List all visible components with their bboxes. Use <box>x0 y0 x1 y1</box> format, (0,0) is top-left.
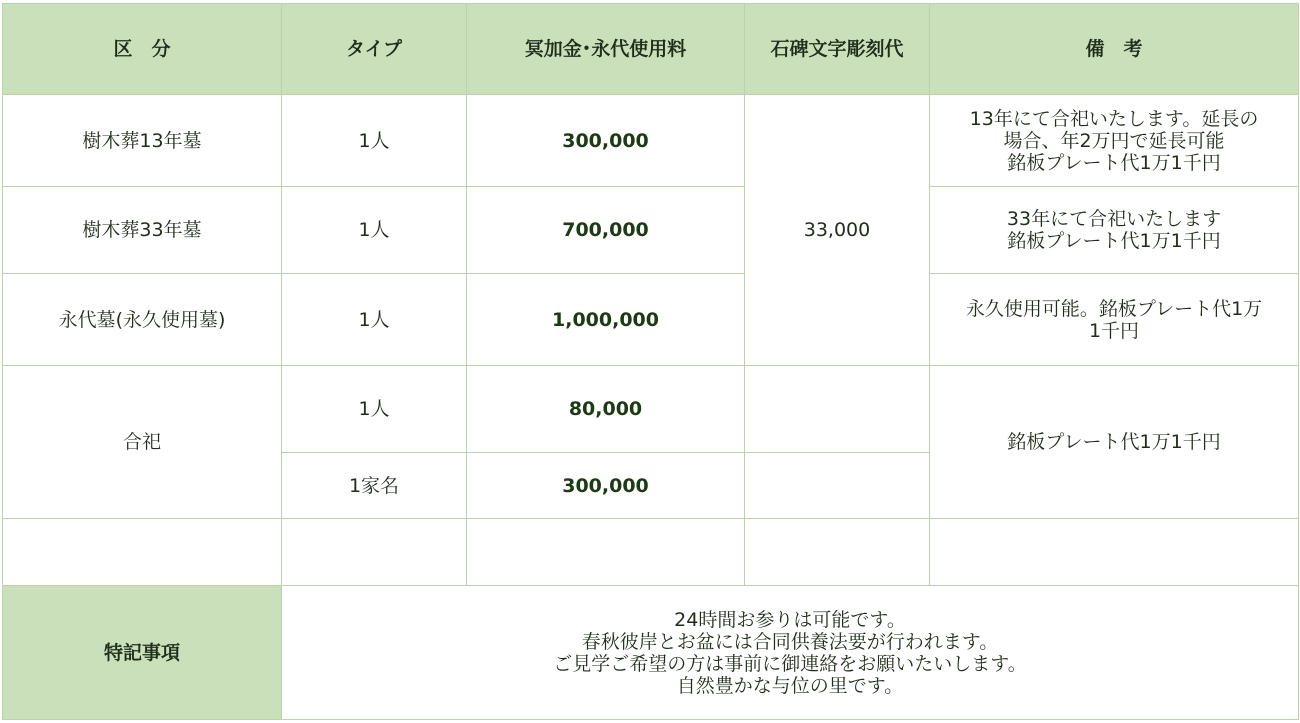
category-cell: 永代墓(永久使用墓) <box>3 274 282 366</box>
header-type: タイプ <box>282 4 467 95</box>
engraving-cell-shared: 33,000 <box>745 95 930 366</box>
header-remarks: 備 考 <box>930 4 1299 95</box>
type-cell: 1人 <box>282 274 467 366</box>
remarks-line: 1千円 <box>1088 319 1140 342</box>
fee-cell: 1,000,000 <box>467 274 745 366</box>
remarks-line: 銘板プレート代1万1千円 <box>1007 230 1221 252</box>
type-cell: 1人 <box>282 187 467 274</box>
table-row <box>3 187 1299 274</box>
empty-cell <box>282 519 467 586</box>
remarks-line: 13年にて合祀いたします。延長の <box>969 107 1259 130</box>
fee-cell: 700,000 <box>467 187 745 274</box>
table-row <box>3 95 1299 187</box>
remarks-cell <box>930 95 1299 187</box>
type-cell: 1家名 <box>282 453 467 519</box>
remarks-cell <box>930 187 1299 274</box>
fee-cell: 300,000 <box>467 95 745 187</box>
type-cell: 1人 <box>282 366 467 453</box>
header-row <box>3 4 1299 95</box>
category-cell: 樹木葬33年墓 <box>3 187 282 274</box>
price-table <box>2 3 1299 720</box>
special-notes <box>282 586 1299 720</box>
remarks-cell-goshi: 銘板プレート代1万1千円 <box>930 366 1299 519</box>
special-line: 春秋彼岸とお盆には合同供養法要が行われます。 <box>581 630 999 653</box>
type-cell: 1人 <box>282 95 467 187</box>
special-line: ご見学ご希望の方は事前に御連絡をお願いたいします。 <box>553 652 1027 675</box>
header-category: 区 分 <box>3 4 282 95</box>
engraving-cell <box>745 366 930 453</box>
table-row <box>3 274 1299 366</box>
special-line: 24時間お参りは可能です。 <box>674 608 906 631</box>
remarks-line: 銘板プレート代1万1千円 <box>1007 151 1221 174</box>
special-line: 自然豊かな与位の里です。 <box>676 674 904 697</box>
fee-cell: 80,000 <box>467 366 745 453</box>
header-engraving: 石碑文字彫刻代 <box>745 4 930 95</box>
remarks-line: 33年にて合祀いたします <box>1006 208 1222 230</box>
engraving-cell <box>745 453 930 519</box>
special-row <box>3 586 1299 720</box>
header-fee: 冥加金･永代使用料 <box>467 4 745 95</box>
empty-cell <box>745 519 930 586</box>
remarks-line: 永久使用可能。銘板プレート代1万 <box>965 297 1263 320</box>
category-cell: 樹木葬13年墓 <box>3 95 282 187</box>
empty-cell <box>3 519 282 586</box>
remarks-line: 場合、年2万円で延長可能 <box>1003 129 1225 152</box>
fee-cell: 300,000 <box>467 453 745 519</box>
empty-cell <box>467 519 745 586</box>
category-cell-goshi: 合祀 <box>3 366 282 519</box>
empty-row <box>3 519 1299 586</box>
remarks-cell <box>930 274 1299 366</box>
table-row <box>3 366 1299 453</box>
special-label: 特記事項 <box>3 586 282 720</box>
empty-cell <box>930 519 1299 586</box>
